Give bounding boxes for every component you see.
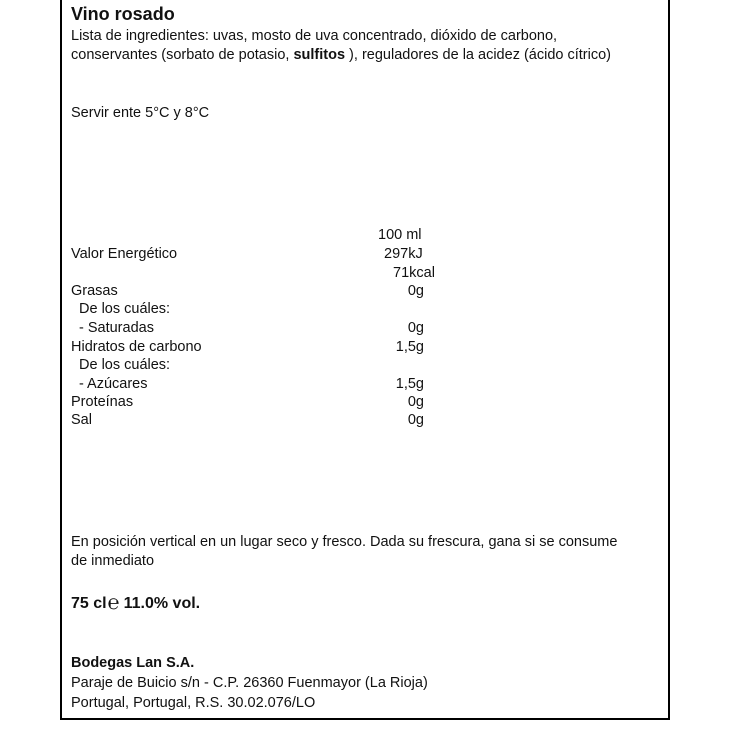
nutrition-row-label: Proteínas	[71, 394, 134, 410]
nutrition-row-value: 1,5g	[395, 339, 424, 355]
nutrition-header: 100 ml	[378, 227, 422, 243]
energy-label: Valor Energético	[71, 246, 178, 262]
company-location: Portugal, Portugal, R.S. 30.02.076/LO	[71, 695, 316, 711]
company-address: Paraje de Buicio s/n - C.P. 26360 Fuenmayor (La Rioja)	[71, 675, 428, 691]
product-title: Vino rosado	[71, 4, 175, 24]
estimated-sign: ℮	[107, 592, 120, 614]
energy-kj: 297kJ	[384, 246, 423, 262]
nutrition-row-label: De los cuáles:	[79, 357, 171, 373]
nutrition-row-label: - Saturadas	[79, 320, 154, 336]
volume-line	[71, 593, 200, 615]
ingredients-suffix: ), reguladores de la acidez (ácido cítrico)	[345, 47, 611, 63]
alcohol-content: 11.0% vol.	[123, 595, 201, 612]
nutrition-row-value: 0g	[407, 283, 424, 299]
ingredients-allergen: sulfitos	[293, 47, 346, 63]
nutrition-row-label: Sal	[71, 412, 92, 428]
storage-instructions: En posición vertical en un lugar seco y fresco. Dada su frescura, gana si se consume de inmediato	[71, 534, 618, 569]
nutrition-row-label: Grasas	[71, 283, 118, 299]
ingredients-list	[71, 27, 616, 65]
nutrition-row-label: - Azúcares	[79, 376, 148, 392]
company-name: Bodegas Lan S.A.	[71, 655, 195, 671]
nutrition-row-value: 0g	[407, 412, 424, 428]
ingredients-prefix: Lista de ingredientes: uvas, mosto de uva concentrado, dióxido de carbono, conservantes (sorbato de potasio,	[71, 28, 558, 63]
nutrition-row-value: 0g	[407, 320, 424, 336]
nutrition-row-value: 0g	[407, 394, 424, 410]
nutrition-row-label: De los cuáles:	[79, 301, 171, 317]
volume-quantity: 75 cl	[71, 595, 107, 612]
nutrition-row-label: Hidratos de carbono	[71, 339, 202, 355]
nutrition-row-value: 1,5g	[395, 376, 424, 392]
serving-temperature: Servir ente 5°C y 8°C	[71, 105, 210, 121]
energy-kcal: 71kcal	[393, 265, 435, 281]
